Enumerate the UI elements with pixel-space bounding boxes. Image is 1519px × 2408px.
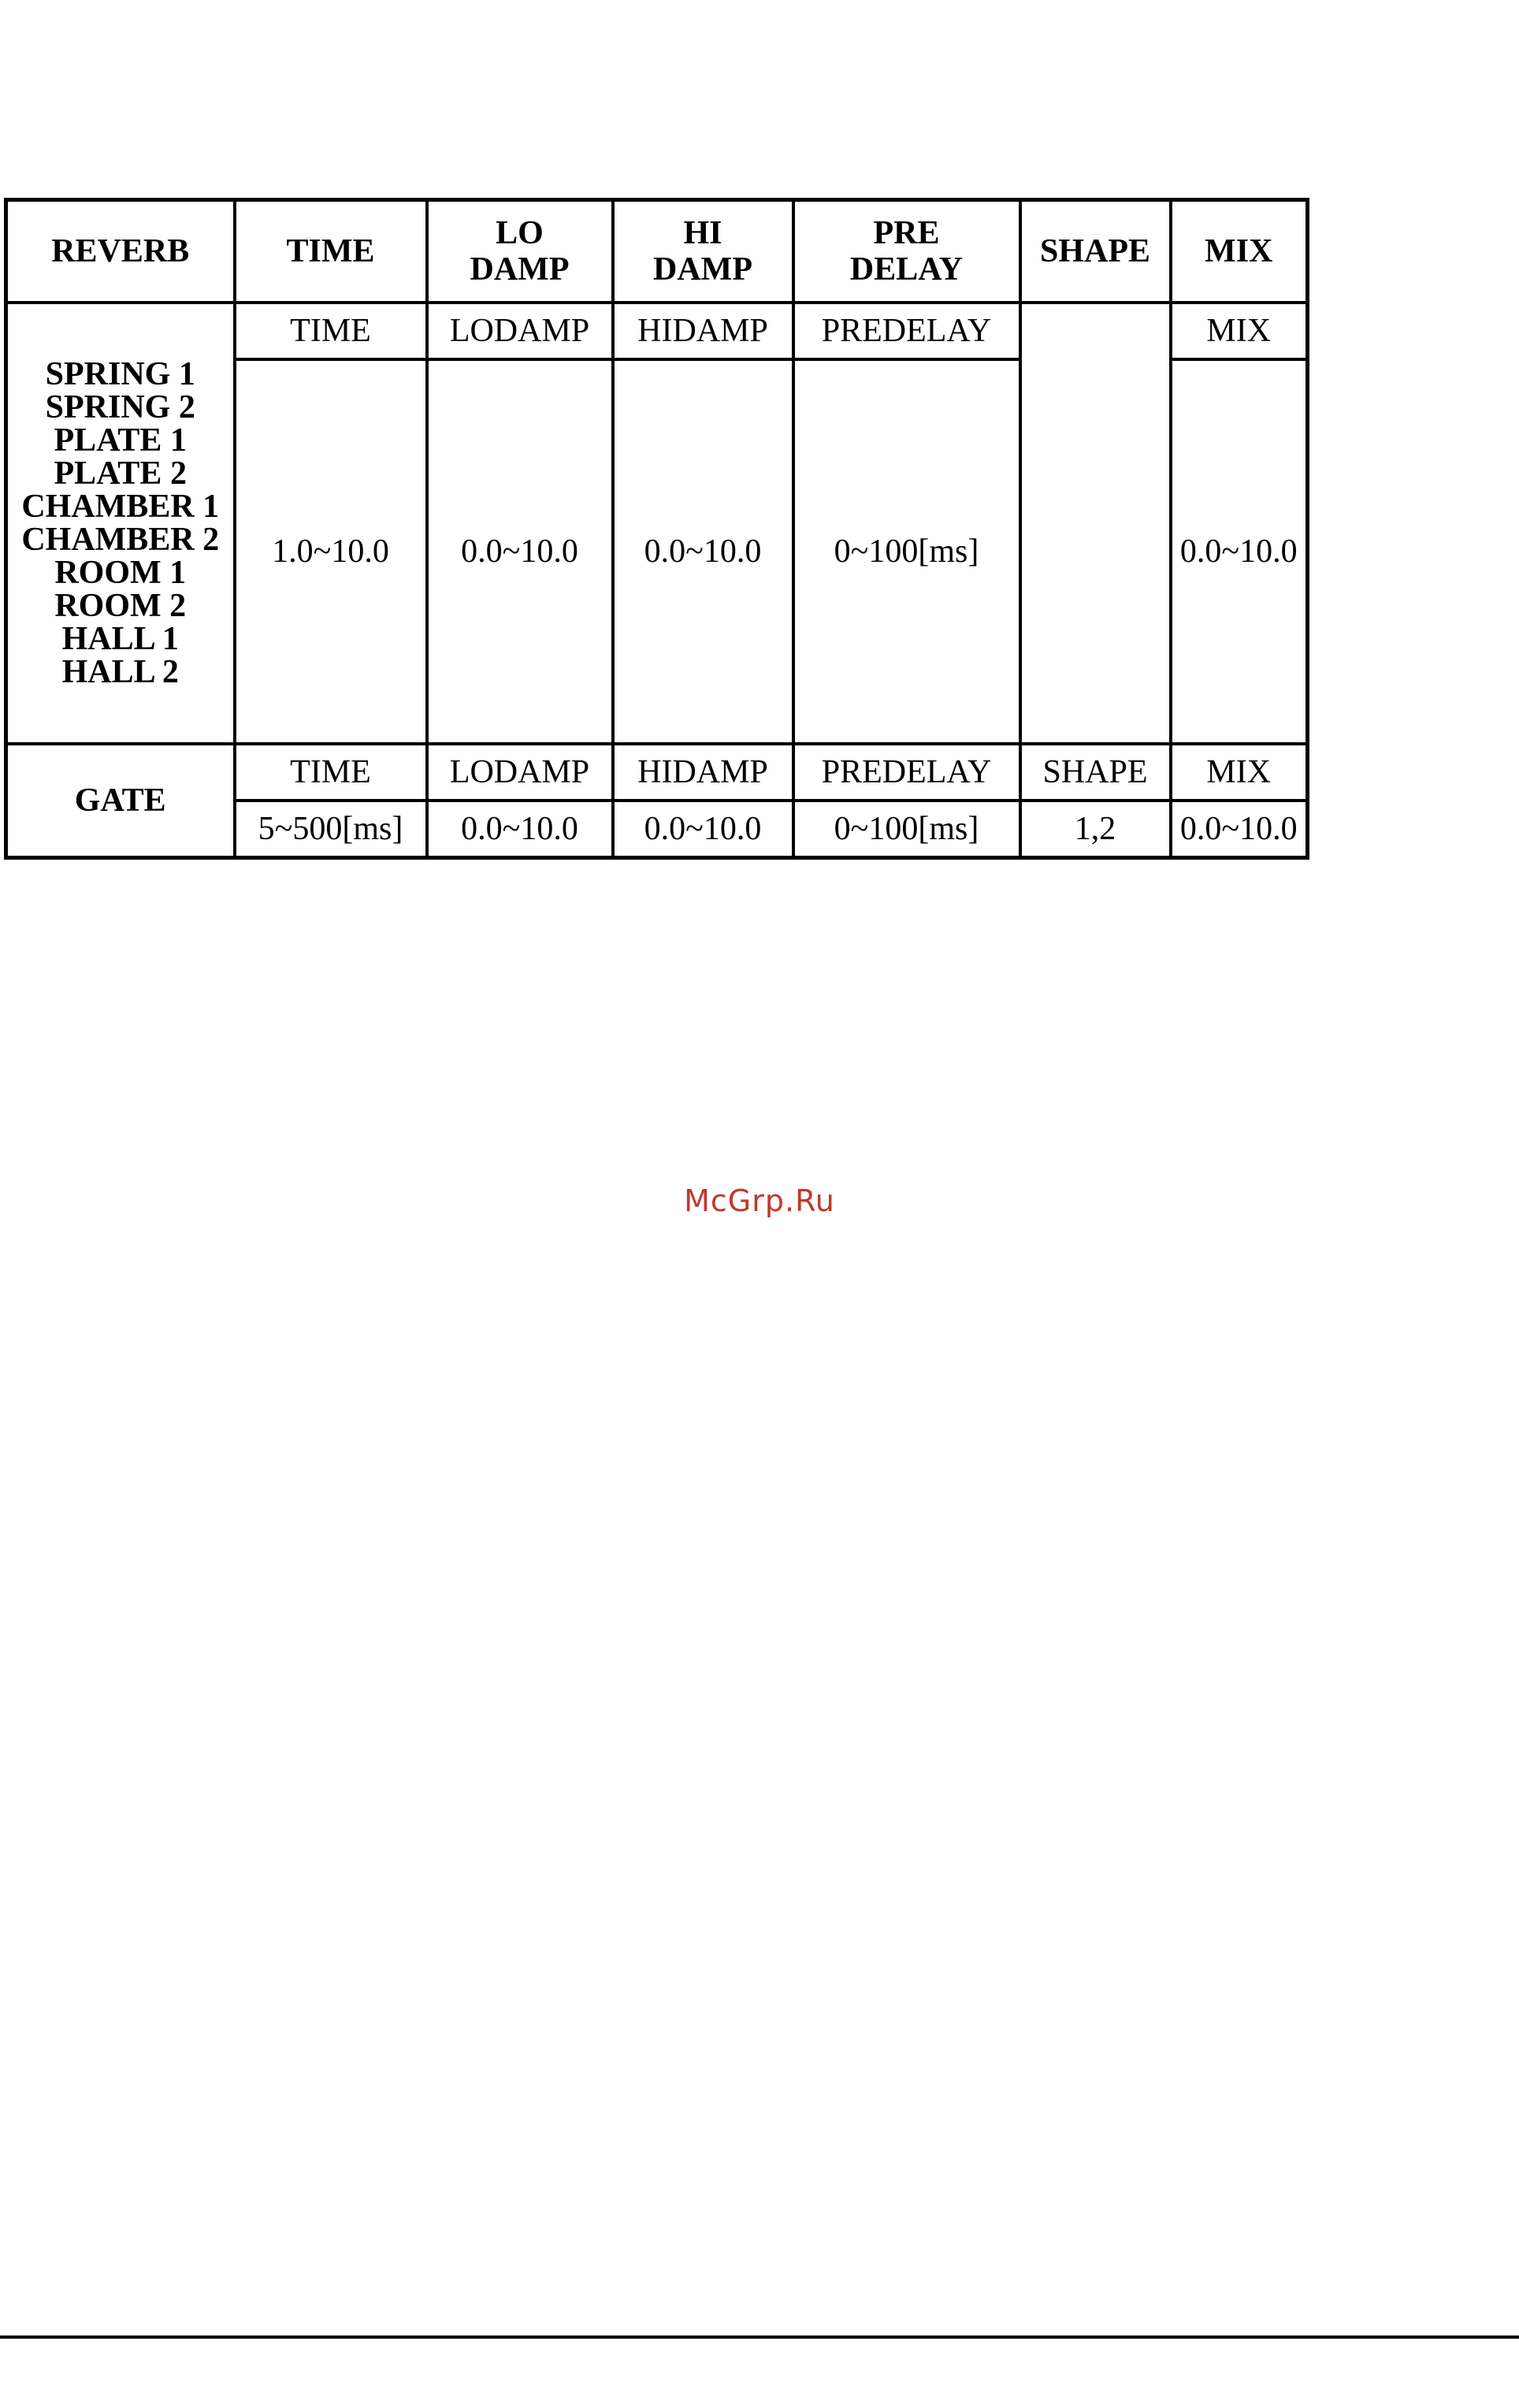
table-header-row <box>6 200 1308 303</box>
reverb-type-item: SPRING 2 <box>45 389 195 425</box>
header-hi-damp-line-1: HI <box>683 215 722 251</box>
header-lo-damp-line-1: LO <box>496 215 544 251</box>
reverb-shape-empty-cell <box>1020 303 1171 744</box>
reverb-hidamp-name: HIDAMP <box>613 303 793 359</box>
gate-predelay-range: 0~100[ms] <box>793 801 1020 858</box>
header-pre-delay <box>793 200 1020 303</box>
reverb-time-range: 1.0~10.0 <box>235 359 427 744</box>
header-time: TIME <box>235 200 427 303</box>
gate-label: GATE <box>6 744 235 858</box>
reverb-type-item: PLATE 1 <box>54 422 187 459</box>
reverb-predelay-name: PREDELAY <box>793 303 1020 359</box>
gate-lodamp-range: 0.0~10.0 <box>427 801 613 858</box>
header-reverb: REVERB <box>6 200 235 303</box>
reverb-type-item: SPRING 1 <box>45 356 195 392</box>
reverb-lodamp-range: 0.0~10.0 <box>427 359 613 744</box>
watermark: McGrp.Ru <box>684 1184 835 1218</box>
reverb-parameter-table <box>4 198 1309 860</box>
gate-hidamp-name: HIDAMP <box>613 744 793 801</box>
header-lo-damp-line-2: DAMP <box>470 251 570 288</box>
gate-mix-name: MIX <box>1171 744 1308 801</box>
footer-divider <box>0 2336 1519 2339</box>
gate-param-name-row <box>6 744 1308 801</box>
reverb-type-item: ROOM 2 <box>54 588 187 624</box>
header-pre-delay-line-2: DELAY <box>849 251 964 288</box>
header-shape: SHAPE <box>1020 200 1171 303</box>
reverb-hidamp-range: 0.0~10.0 <box>613 359 793 744</box>
header-pre-delay-line-1: PRE <box>873 215 940 251</box>
gate-lodamp-name: LODAMP <box>427 744 613 801</box>
gate-mix-range: 0.0~10.0 <box>1171 801 1308 858</box>
reverb-mix-range: 0.0~10.0 <box>1171 359 1308 744</box>
reverb-type-item: PLATE 2 <box>54 455 187 492</box>
reverb-type-list <box>6 303 235 744</box>
reverb-mix-name: MIX <box>1171 303 1308 359</box>
reverb-type-item: CHAMBER 1 <box>21 489 220 525</box>
header-hi-damp <box>613 200 793 303</box>
reverb-predelay-range: 0~100[ms] <box>793 359 1020 744</box>
gate-time-range: 5~500[ms] <box>235 801 427 858</box>
gate-shape-range: 1,2 <box>1020 801 1171 858</box>
gate-predelay-name: PREDELAY <box>793 744 1020 801</box>
reverb-type-item: ROOM 1 <box>54 555 187 591</box>
reverb-type-item: HALL 1 <box>61 621 179 657</box>
gate-shape-name: SHAPE <box>1020 744 1171 801</box>
reverb-time-name: TIME <box>235 303 427 359</box>
reverb-lodamp-name: LODAMP <box>427 303 613 359</box>
header-lo-damp <box>427 200 613 303</box>
header-mix: MIX <box>1171 200 1308 303</box>
gate-hidamp-range: 0.0~10.0 <box>613 801 793 858</box>
reverb-param-name-row <box>6 303 1308 359</box>
header-hi-damp-line-2: DAMP <box>653 251 752 288</box>
reverb-type-item: HALL 2 <box>61 654 179 690</box>
gate-time-name: TIME <box>235 744 427 801</box>
reverb-type-item: CHAMBER 2 <box>21 522 220 558</box>
